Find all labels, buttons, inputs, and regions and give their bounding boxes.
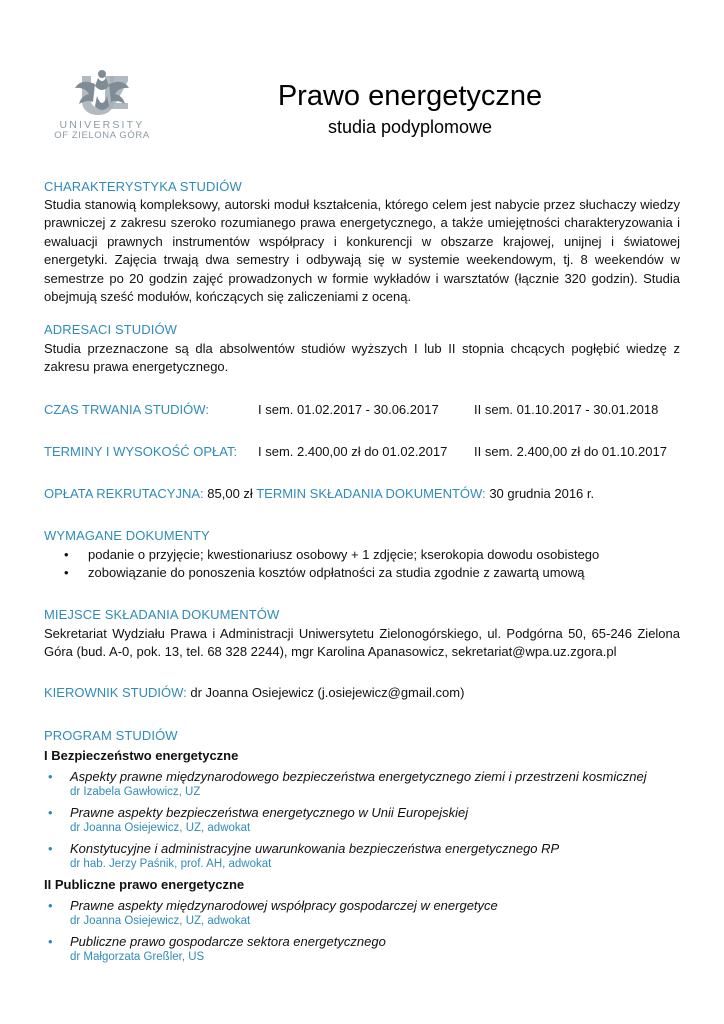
course-lecturer: dr Joanna Osiejewicz, UZ, adwokat xyxy=(70,822,251,834)
documents-item-text: zobowiązanie do ponoszenia kosztów odpłatności za studia zgodnie z zawartą umową xyxy=(88,565,585,580)
course-title: Prawne aspekty międzynarodowej współpracy gospodarczej w energetyce xyxy=(70,898,498,913)
deadline-value: 30 grudnia 2016 r. xyxy=(489,486,595,501)
characteristics-text: Studia stanowią kompleksowy, autorski moduł kształcenia, którego celem jest nabycie przez słuchaczy wiedzy prawniczej z zakresu szeroko rozumianego prawa energetycznego, a także umiejętności charakteryzowania i ewaluacji prawnych instrumentów współpracy i konkurencji w obszarze krajowej, unijnej i światowej energetyki. Zajęcia trwają dwa semestry i odbywają się w systemie weekendowym, tj. 8 weekendów w semestrze po 20 godzin zajęć prowadzonych w formie wykładów i warsztatów (łącznie 320 godzin). Studia obejmują sześć modułów, kończących się zaliczeniami z oceną. xyxy=(44,197,680,305)
course-title: Publiczne prawo gospodarcze sektora energetycznego xyxy=(70,934,386,949)
duration-label: CZAS TRWANIA STUDIÓW: xyxy=(44,402,209,417)
page-title: Prawo energetyczne xyxy=(277,80,543,112)
bullet-icon: • xyxy=(64,547,69,562)
course-lecturer: dr Joanna Osiejewicz, UZ, adwokat xyxy=(70,915,251,927)
bullet-icon: • xyxy=(48,841,53,856)
bullet-icon: • xyxy=(48,934,53,949)
characteristics-heading: CHARAKTERYSTYKA STUDIÓW xyxy=(44,179,242,194)
recruitment-line xyxy=(44,486,594,501)
documents-item xyxy=(62,564,599,582)
director-label: KIEROWNIK STUDIÓW: xyxy=(44,685,187,700)
bullet-icon: • xyxy=(48,805,53,820)
bullet-icon: • xyxy=(48,898,53,913)
eagle-emblem-icon xyxy=(52,66,152,118)
page-subtitle: studia podyplomowe xyxy=(327,117,493,137)
fees-sem2: II sem. 2.400,00 zł do 01.10.2017 xyxy=(474,444,667,459)
director-line xyxy=(44,685,464,700)
addressees-text: Studia przeznaczone są dla absolwentów studiów wyższych I lub II stopnia chcących pogłębić wiedzę z zakresu prawa energetycznego. xyxy=(44,341,680,375)
logo-line-zielona-gora: OF ZIELONA GÓRA xyxy=(54,130,150,141)
documents-heading: WYMAGANE DOKUMENTY xyxy=(44,528,210,543)
duration-sem2: II sem. 01.10.2017 - 30.01.2018 xyxy=(474,402,659,417)
program-heading: PROGRAM STUDIÓW xyxy=(44,728,178,743)
fees-sem1: I sem. 2.400,00 zł do 01.02.2017 xyxy=(258,444,448,459)
recruitment-fee-value: 85,00 zł xyxy=(207,486,253,501)
logo-line-university: UNIVERSITY xyxy=(59,119,145,131)
recruitment-fee-label: OPŁATA REKRUTACYJNA: xyxy=(44,486,204,501)
course-lecturer: dr Izabela Gawłowicz, UZ xyxy=(70,786,201,798)
course-title: Konstytucyjne i administracyjne uwarunkowania bezpieczeństwa energetycznego RP xyxy=(70,841,560,856)
course-lecturer: dr hab. Jerzy Paśnik, prof. AH, adwokat xyxy=(70,858,272,870)
bullet-icon: • xyxy=(64,565,69,580)
place-text: Sekretariat Wydziału Prawa i Administracji Uniwersytetu Zielonogórskiego, ul. Podgórna 50, 65-246 Zielona Góra (bud. A-0, pok. 13, tel. 68 328 2244), mgr Karolina Apanasowicz, sekretariat@wpa.uz.zgora.pl xyxy=(44,626,680,660)
module-title: I Bezpieczeństwo energetyczne xyxy=(44,748,239,763)
course-lecturer: dr Małgorzata Greßler, US xyxy=(70,951,205,963)
fees-label: TERMINY I WYSOKOŚĆ OPŁAT: xyxy=(44,444,238,459)
documents-item xyxy=(62,546,599,564)
documents-item-text: podanie o przyjęcie; kwestionariusz osobowy + 1 zdjęcie; kserokopia dowodu osobistego xyxy=(88,547,600,562)
director-value: dr Joanna Osiejewicz (j.osiejewicz@gmail.com) xyxy=(190,685,465,700)
module-title: II Publiczne prawo energetyczne xyxy=(44,877,245,892)
course-title: Aspekty prawne międzynarodowego bezpieczeństwa energetycznego ziemi i przestrzeni kosmicznej xyxy=(70,769,647,784)
university-logo xyxy=(52,66,152,142)
duration-sem1: I sem. 01.02.2017 - 30.06.2017 xyxy=(258,402,439,417)
place-heading: MIEJSCE SKŁADANIA DOKUMENTÓW xyxy=(44,607,280,622)
course-title: Prawne aspekty bezpieczeństwa energetycznego w Unii Europejskiej xyxy=(70,805,469,820)
addressees-heading: ADRESACI STUDIÓW xyxy=(44,322,178,337)
documents-list xyxy=(62,546,599,582)
deadline-label: TERMIN SKŁADANIA DOKUMENTÓW: xyxy=(256,486,486,501)
bullet-icon: • xyxy=(48,769,53,784)
